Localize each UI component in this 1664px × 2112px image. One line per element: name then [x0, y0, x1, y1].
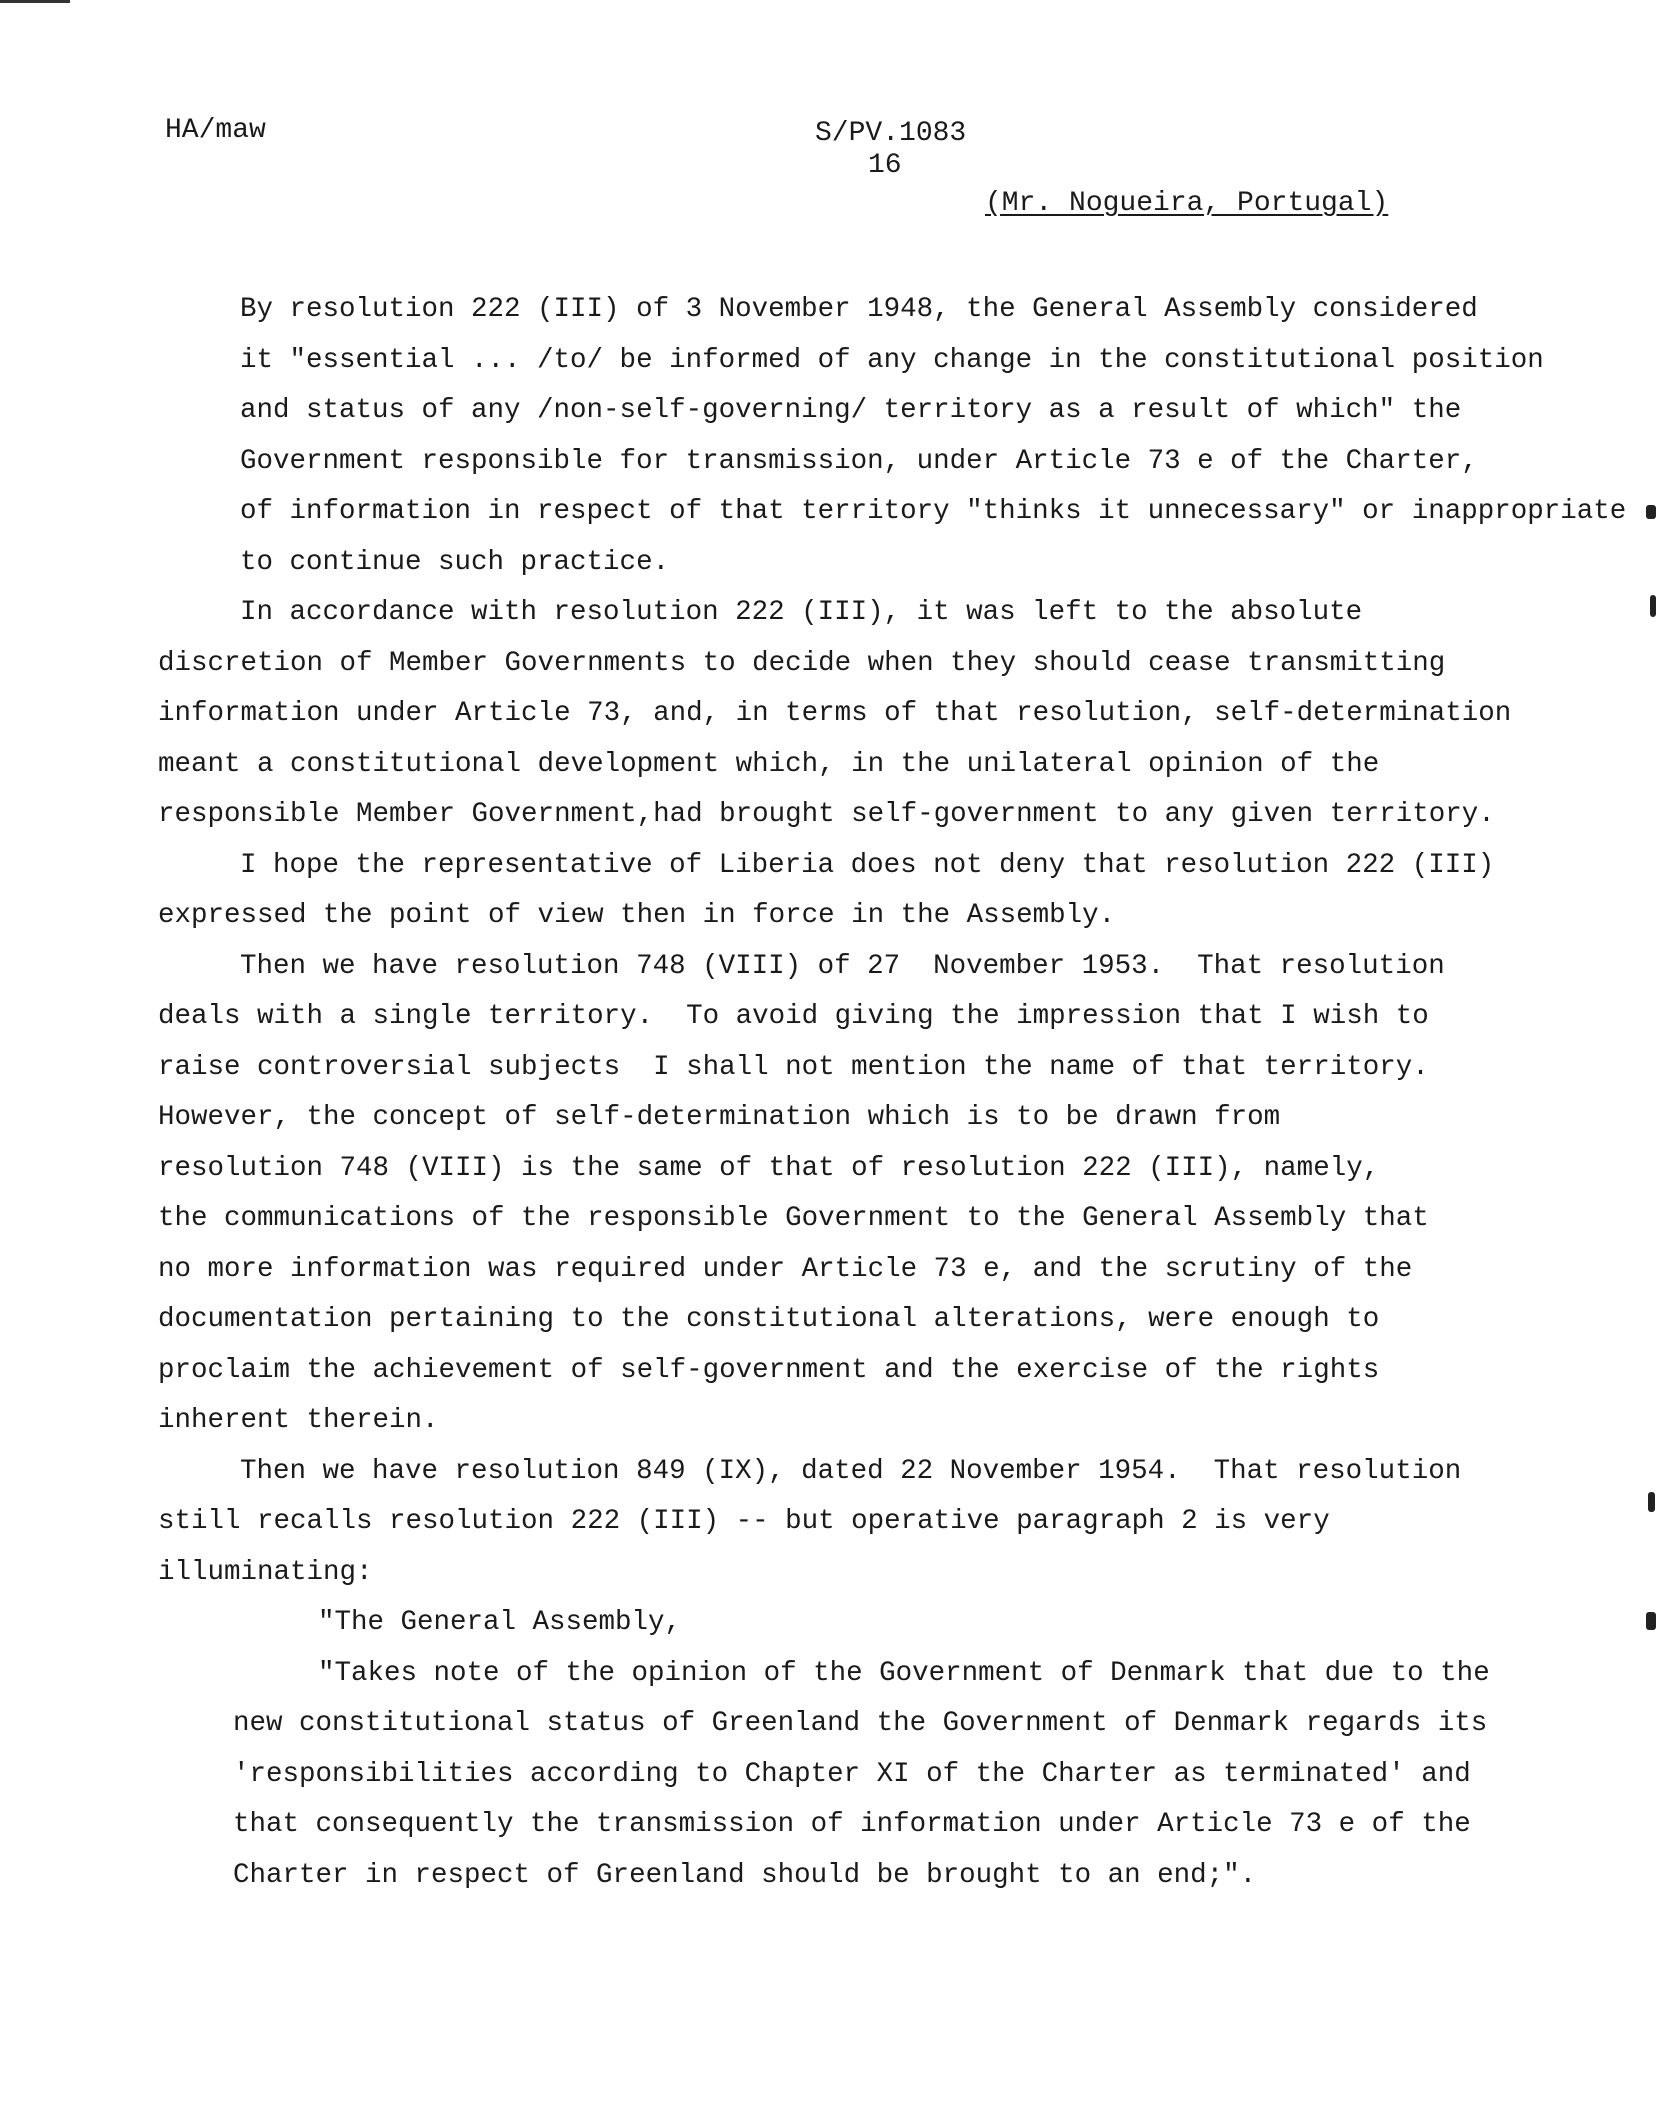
paragraph-accordance — [158, 588, 1578, 841]
text-line: raise controversial subjects I shall not mention the name of that territory. — [158, 1051, 1429, 1083]
text-line: By resolution 222 (III) of 3 November 1948, the General Assembly considered — [240, 294, 1478, 325]
margin-mark — [1646, 505, 1656, 519]
text-line: expressed the point of view then in force in the Assembly. — [158, 900, 1116, 931]
text-line: still recalls resolution 222 (III) -- but operative paragraph 2 is very — [158, 1506, 1330, 1537]
text-line: that consequently the transmission of information under Article 73 e of the — [233, 1809, 1471, 1840]
typist-initials: HA/maw — [165, 115, 266, 146]
text-line: resolution 748 (VIII) is the same of that of resolution 222 (III), namely, — [158, 1152, 1380, 1184]
text-line: 'responsibilities according to Chapter XI of the Charter as terminated' and — [233, 1758, 1471, 1790]
text-line: meant a constitutional development which, in the unilateral opinion of the — [158, 748, 1380, 780]
paragraph-resolution-748 — [158, 942, 1578, 1447]
text-line: Government responsible for transmission, under Article 73 e of the Charter, — [240, 445, 1478, 477]
text-line: I hope the representative of Liberia does not deny that resolution 222 (III) — [240, 849, 1495, 881]
text-line: discretion of Member Governments to decide when they should cease transmitting — [158, 647, 1446, 679]
text-line: information under Article 73, and, in terms of that resolution, self-determination — [158, 698, 1512, 729]
margin-mark — [1648, 1492, 1655, 1512]
text-line: illuminating: — [158, 1556, 373, 1588]
text-line: and status of any /non-self-governing/ territory as a result of which" the — [240, 395, 1462, 426]
text-line: inherent therein. — [158, 1405, 439, 1436]
speaker-attribution: (Mr. Nogueira, Portugal) — [985, 188, 1389, 219]
paragraph-resolution-849 — [158, 1447, 1578, 1599]
text-line: Charter in respect of Greenland should be brought to an end;". — [233, 1859, 1257, 1891]
text-line: Then we have resolution 849 (IX), dated 22 November 1954. That resolution — [240, 1455, 1462, 1487]
document-symbol: S/PV.1083 — [815, 118, 967, 149]
quote-intro — [158, 1598, 1578, 1649]
text-line: documentation pertaining to the constitutional alterations, were enough to — [158, 1304, 1380, 1335]
text-line: of information in respect of that territory "thinks it unnecessary" or inappropriate — [240, 496, 1627, 527]
text-line: In accordance with resolution 222 (III), it was left to the absolute — [240, 597, 1363, 628]
text-line: proclaim the achievement of self-government and the exercise of the rights — [158, 1354, 1380, 1386]
margin-mark — [1650, 595, 1656, 617]
text-line: "The General Assembly, — [318, 1607, 682, 1638]
text-line: However, the concept of self-determination which is to be drawn from — [158, 1102, 1281, 1133]
document-body — [158, 285, 1627, 1901]
block-quote — [158, 1649, 1578, 1902]
paragraph-resolution-222 — [158, 285, 1627, 588]
text-line: Then we have resolution 748 (VIII) of 27 November 1953. That resolution — [240, 950, 1445, 982]
page-number: 16 — [868, 150, 902, 181]
text-line: "Takes note of the opinion of the Government of Denmark that due to the — [318, 1657, 1490, 1689]
text-line: responsible Member Government,had brought self-government to any given territory. — [158, 799, 1495, 830]
margin-mark — [1646, 1612, 1656, 1630]
scan-edge-mark — [0, 0, 70, 3]
text-line: to continue such practice. — [240, 546, 670, 578]
text-line: new constitutional status of Greenland the Government of Denmark regards its — [233, 1708, 1488, 1739]
text-line: no more information was required under Article 73 e, and the scrutiny of the — [158, 1253, 1413, 1285]
paragraph-liberia — [158, 841, 1578, 942]
text-line: deals with a single territory. To avoid giving the impression that I wish to — [158, 1001, 1429, 1032]
text-line: the communications of the responsible Government to the General Assembly that — [158, 1203, 1429, 1234]
text-line: it "essential ... /to/ be informed of any change in the constitutional position — [240, 344, 1544, 376]
